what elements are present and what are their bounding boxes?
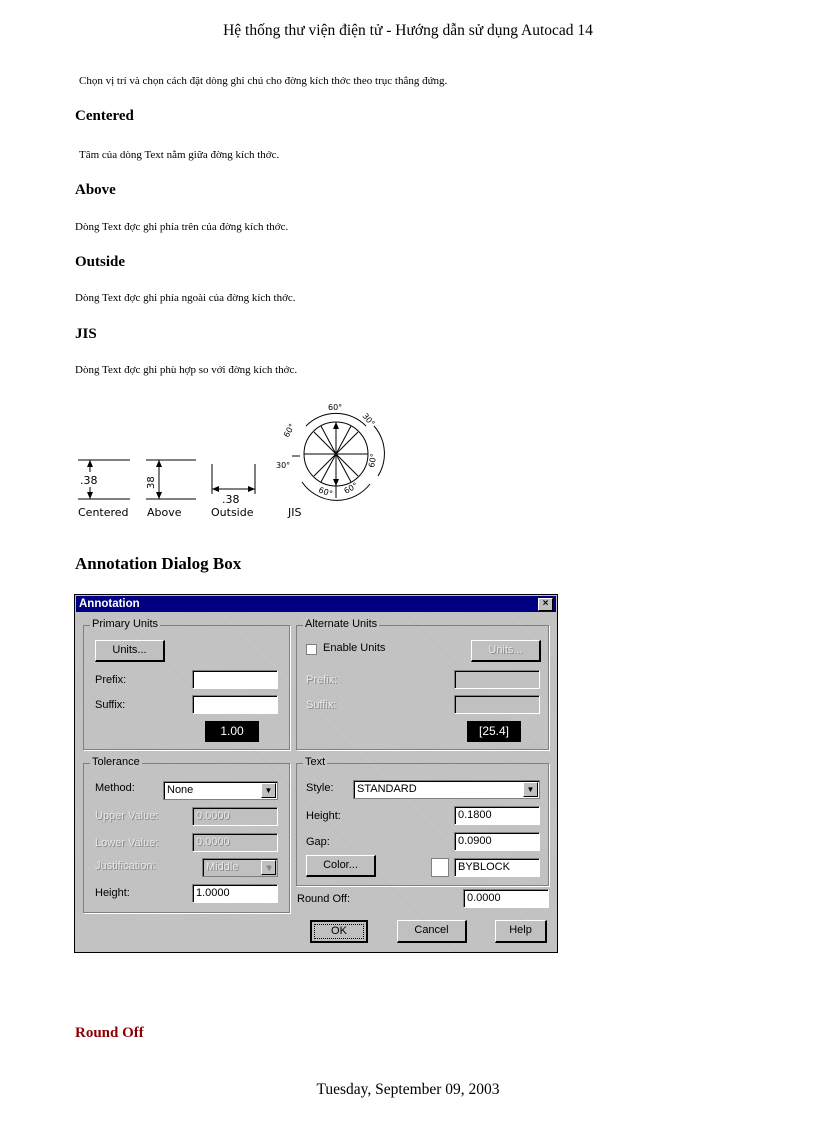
dialog-heading: Annotation Dialog Box <box>75 554 242 573</box>
text-group-label: Text <box>305 756 326 768</box>
justification-value: Middle <box>206 861 239 873</box>
color-value: BYBLOCK <box>454 858 540 877</box>
jis-angle-bottomright: 60° <box>342 480 360 496</box>
figure-label-centered: Centered <box>78 506 129 519</box>
ok-button[interactable]: OK <box>310 920 368 943</box>
suffix-label: Suffix: <box>95 699 126 711</box>
text-centered: Tâm của dòng Text nằm giữa đờng kích thớc. <box>79 149 280 161</box>
chevron-down-icon[interactable]: ▼ <box>261 783 276 798</box>
text-height-input[interactable]: 0.1800 <box>454 806 540 825</box>
dim-label-above: 38 <box>146 476 157 489</box>
style-value: STANDARD <box>357 783 417 795</box>
figure-label-above: Above <box>147 506 182 519</box>
suffix-input[interactable] <box>192 695 278 714</box>
round-off-heading: Round Off <box>75 1025 144 1041</box>
style-label: Style: <box>306 782 334 794</box>
upper-value-input[interactable]: 0.0000 <box>192 807 278 826</box>
figure-label-outside: Outside <box>211 506 254 519</box>
method-value: None <box>167 784 194 796</box>
chevron-down-icon[interactable]: ▼ <box>261 860 276 875</box>
tolerance-height-label: Height: <box>95 887 130 899</box>
help-button[interactable]: Help <box>495 920 547 943</box>
jis-angle-topleft: 60° <box>281 422 297 439</box>
prefix-label: Prefix: <box>95 674 127 686</box>
dim-label-centered: .38 <box>80 474 98 487</box>
gap-input[interactable]: 0.0900 <box>454 832 540 851</box>
page-footer: Tuesday, September 09, 2003 <box>316 1081 500 1098</box>
alternate-units-button[interactable]: Units... <box>471 640 541 662</box>
heading-outside: Outside <box>75 254 126 270</box>
figure-label-jis: JIS <box>288 506 302 519</box>
jis-angle-left: 30° <box>276 461 291 470</box>
intro-text: Chọn vị trí và chọn cách đặt dòng ghi chú cho đờng kích thớc theo trục thẳng đứng. <box>79 75 448 87</box>
primary-units-preview: 1.00 <box>205 721 259 742</box>
dialog-title: Annotation <box>79 598 140 610</box>
tolerance-height-input[interactable]: 1.0000 <box>192 884 278 903</box>
text-above: Dòng Text đợc ghi phía trên của đờng kích thớc. <box>75 221 289 233</box>
page-header: Hệ thống thư viện điện tử - Hướng dẫn sử dụng Autocad 14 <box>223 22 593 39</box>
color-button[interactable]: Color... <box>306 855 376 877</box>
tolerance-label: Tolerance <box>92 756 140 768</box>
alternate-units-label: Alternate Units <box>305 618 378 630</box>
alt-suffix-label: Suffix: <box>306 699 337 711</box>
heading-jis: JIS <box>75 326 97 342</box>
method-select[interactable] <box>163 781 278 800</box>
gap-label: Gap: <box>306 836 330 848</box>
alt-prefix-label: Prefix: <box>306 674 338 686</box>
cancel-button[interactable]: Cancel <box>397 920 467 943</box>
jis-angle-top: 60° <box>328 403 343 412</box>
justification-select[interactable] <box>202 858 278 877</box>
round-off-label: Round Off: <box>297 893 350 905</box>
method-label: Method: <box>95 782 135 794</box>
dimension-text-placement-figure <box>74 396 404 526</box>
color-swatch[interactable] <box>431 858 449 877</box>
text-outside: Dòng Text đợc ghi phía ngoài của đờng kích thớc. <box>75 292 296 304</box>
jis-angle-bottomleft: 60° <box>317 485 334 499</box>
dialog-titlebar[interactable] <box>76 596 556 612</box>
enable-units-checkbox[interactable] <box>306 644 317 655</box>
close-icon[interactable]: × <box>538 598 553 611</box>
alt-prefix-input[interactable] <box>454 670 540 689</box>
dim-label-outside: .38 <box>222 493 240 506</box>
jis-angle-right: 60° <box>367 452 379 469</box>
primary-units-label: Primary Units <box>92 618 159 630</box>
text-jis: Dòng Text đợc ghi phù hợp so với đờng kích thớc. <box>75 364 298 376</box>
prefix-input[interactable] <box>192 670 278 689</box>
primary-units-button[interactable]: Units... <box>95 640 165 662</box>
annotation-dialog <box>74 594 558 953</box>
enable-units-label: Enable Units <box>323 642 386 654</box>
text-height-label: Height: <box>306 810 341 822</box>
round-off-input[interactable]: 0.0000 <box>463 889 549 908</box>
chevron-down-icon[interactable]: ▼ <box>523 782 538 797</box>
jis-angle-topright: 30° <box>360 411 377 429</box>
heading-above: Above <box>75 182 116 198</box>
alternate-units-preview: [25.4] <box>467 721 521 742</box>
upper-value-label: Upper Value: <box>95 810 159 822</box>
style-select[interactable] <box>353 780 540 799</box>
lower-value-label: Lower Value: <box>95 837 159 849</box>
justification-label: Justification: <box>95 860 156 872</box>
heading-centered: Centered <box>75 108 134 124</box>
alt-suffix-input[interactable] <box>454 695 540 714</box>
lower-value-input[interactable]: 0.0000 <box>192 833 278 852</box>
